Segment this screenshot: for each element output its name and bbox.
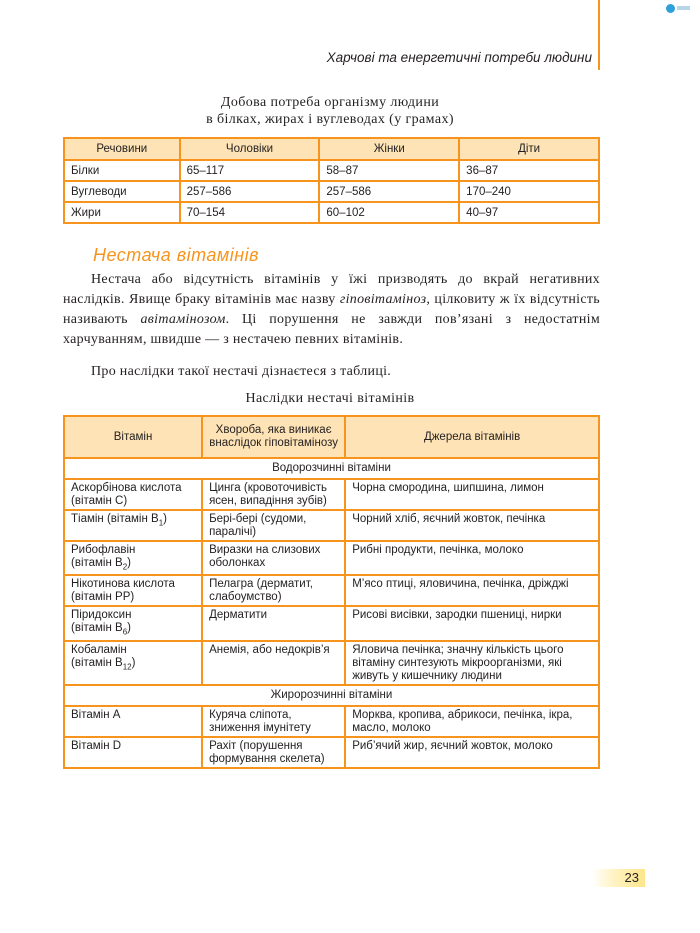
vitamin-name: Аскорбінова кислота — [71, 482, 182, 494]
disease-cell: Анемія, або недокрів’я — [202, 641, 345, 685]
vitamin-name: Рибофлавін — [71, 544, 136, 556]
table-cell: 60–102 — [319, 202, 459, 223]
vitamin-index: 6 — [122, 627, 128, 637]
table-cell: 70–154 — [180, 202, 320, 223]
table-cell: 257–586 — [319, 181, 459, 202]
vitamin-close: ) — [127, 557, 132, 569]
header-rule — [598, 0, 600, 70]
vitamin-name: Нікотинова кислота — [71, 578, 175, 591]
vitamin-close: ) — [131, 656, 136, 669]
disease-cell: Рахіт (порушення формування скелета) — [202, 737, 345, 768]
publisher-logo-icon — [666, 4, 675, 13]
column-header: Вітамін — [64, 416, 202, 458]
vitamin-close: ) — [127, 622, 132, 635]
table-row — [64, 541, 599, 575]
vitamin-code — [71, 557, 195, 573]
disease-cell: Дерматити — [202, 606, 345, 640]
vitamin-name: Піридоксин — [71, 609, 132, 622]
group-row — [64, 685, 599, 706]
vitamin-cell — [64, 541, 202, 575]
table2-title: Наслідки нестачі вітамінів — [245, 391, 415, 406]
vitamin-code-text: (вітамін B — [71, 656, 123, 669]
vitamin-deficiency-table — [63, 415, 600, 769]
vitamin-code — [71, 622, 195, 638]
nutrient-needs-table — [63, 137, 600, 224]
vitamin-name: Тіамін (вітамін B — [71, 513, 159, 525]
table-row — [64, 737, 599, 768]
table-cell: Вуглеводи — [64, 181, 180, 202]
table1-title-line1: Добова потреба організму людини — [220, 95, 440, 110]
paragraph-text: . Ці порушення не завжди пов’язані з недостатнім харчуванням, швидше — з нестачею певних вітамінів. — [63, 312, 600, 347]
page-number: 23 — [592, 869, 645, 887]
table-cell: 170–240 — [459, 181, 599, 202]
sources-cell: М’ясо птиці, яловичина, печінка, дріжджі — [345, 575, 599, 606]
table-header-row — [64, 138, 599, 160]
group-label: Жиророзчинні вітаміни — [64, 685, 599, 706]
vitamin-index: 12 — [122, 661, 132, 671]
disease-cell: Цинга (кровоточивість ясен, випадіння зубів) — [202, 479, 345, 510]
running-head: Харчові та енергетичні потреби людини — [326, 50, 592, 65]
sources-cell: Рибні продукти, печінка, молоко — [345, 541, 599, 575]
table-header-row — [64, 416, 599, 458]
table-row — [64, 479, 599, 510]
vitamin-index: 1 — [158, 518, 164, 528]
paragraph-text: , цілковиту ж їх відсутність називають — [63, 292, 600, 327]
vitamin-code-text: (вітамін B — [71, 557, 123, 569]
publisher-logo-text — [677, 6, 690, 10]
term-hypovitaminosis: гіповітаміноз — [339, 292, 427, 307]
column-header: Хвороба, яка виникає внаслідок гіповітамінозу — [202, 416, 345, 458]
term-avitaminosis: авітамінозом — [140, 312, 226, 327]
sources-cell: Яловича печінка; значну кількість цього вітаміну синтезують мікроорганізми, які живуть у кишечнику людини — [345, 641, 599, 685]
disease-cell: Бері-бері (судоми, паралічі) — [202, 510, 345, 541]
table-cell: Білки — [64, 160, 180, 181]
sources-cell: Чорна смородина, шипшина, лимон — [345, 479, 599, 510]
sources-cell: Чорний хліб, яєчний жовток, печінка — [345, 510, 599, 541]
sources-cell: Морква, кропива, абрикоси, печінка, ікра, масло, молоко — [345, 706, 599, 737]
column-header: Діти — [459, 138, 599, 160]
table-row — [64, 575, 599, 606]
vitamin-cell: Вітамін D — [64, 737, 202, 768]
table-cell: 65–117 — [180, 160, 320, 181]
table-row — [64, 606, 599, 640]
paragraph-reference — [63, 362, 600, 382]
vitamin-cell — [64, 510, 202, 541]
sources-cell: Риб’ячий жир, яєчний жовток, молоко — [345, 737, 599, 768]
vitamin-close: ) — [163, 513, 167, 525]
paragraph-text: Нестача або відсутність вітамінів у їжі призводять до вкрай негативних наслідків. Явище браку вітамінів має назву — [63, 272, 600, 307]
group-row — [64, 458, 599, 479]
vitamin-cell — [64, 479, 202, 510]
table-row — [64, 202, 599, 223]
disease-cell: Виразки на слизових оболонках — [202, 541, 345, 575]
table-cell: Жири — [64, 202, 180, 223]
table1-title-line2: в білках, жирах і вуглеводах (у грамах) — [206, 112, 454, 127]
table1-title — [60, 94, 600, 128]
vitamin-name: Кобаламін — [71, 643, 127, 656]
vitamin-cell — [64, 575, 202, 606]
sources-cell: Рисові висівки, зародки пшениці, нирки — [345, 606, 599, 640]
table-cell: 40–97 — [459, 202, 599, 223]
group-label: Водорозчинні вітаміни — [64, 458, 599, 479]
vitamin-cell: Вітамін А — [64, 706, 202, 737]
disease-cell: Куряча сліпота, зниження імунітету — [202, 706, 345, 737]
table-row — [64, 160, 599, 181]
column-header: Джерела вітамінів — [345, 416, 599, 458]
vitamin-cell — [64, 641, 202, 685]
column-header: Речовини — [64, 138, 180, 160]
paragraph-text: Про наслідки такої нестачі дізнаєтеся з таблиці. — [91, 364, 392, 379]
table-row — [64, 181, 599, 202]
table-cell: 36–87 — [459, 160, 599, 181]
table-cell: 257–586 — [180, 181, 320, 202]
disease-cell: Пелагра (дерматит, слабоумство) — [202, 575, 345, 606]
vitamin-code: (вітамін С) — [71, 495, 128, 507]
vitamin-index: 2 — [122, 562, 128, 572]
table-row — [64, 641, 599, 685]
vitamin-cell — [64, 606, 202, 640]
vitamin-code-text: (вітамін B — [71, 622, 123, 635]
table-cell: 58–87 — [319, 160, 459, 181]
vitamin-code — [71, 657, 195, 673]
section-title: Нестача вітамінів — [93, 245, 260, 265]
paragraph-intro — [63, 270, 600, 350]
table-row — [64, 510, 599, 541]
column-header: Чоловіки — [180, 138, 320, 160]
vitamin-code: (вітамін PP) — [71, 591, 135, 604]
table-row — [64, 706, 599, 737]
column-header: Жінки — [319, 138, 459, 160]
